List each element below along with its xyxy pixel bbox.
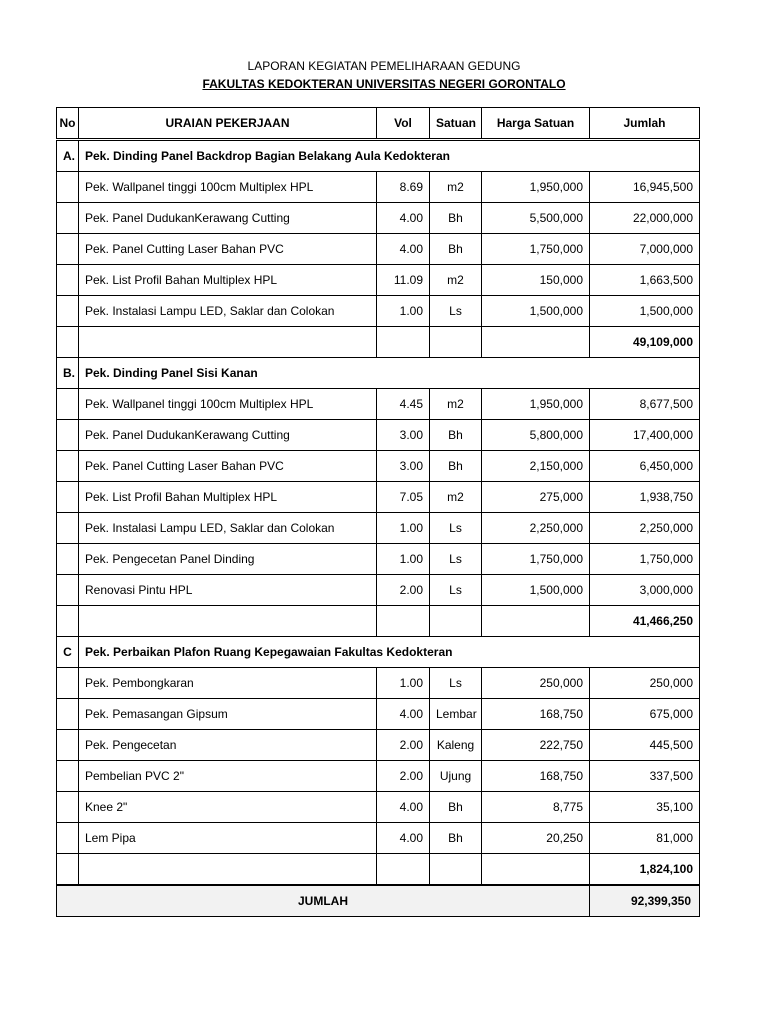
item-unit: Bh: [430, 203, 482, 234]
row-no-cell: [57, 203, 79, 234]
item-total: 35,100: [590, 792, 700, 823]
subtotal-row: [57, 327, 700, 358]
item-description: Pek. Instalasi Lampu LED, Saklar dan Colokan: [79, 296, 377, 327]
item-description: Pek. Instalasi Lampu LED, Saklar dan Colokan: [79, 513, 377, 544]
item-unit-price: 20,250: [482, 823, 590, 854]
item-unit-price: 168,750: [482, 699, 590, 730]
item-description: Renovasi Pintu HPL: [79, 575, 377, 606]
item-total: 81,000: [590, 823, 700, 854]
item-vol: 4.00: [377, 792, 430, 823]
item-total: 1,500,000: [590, 296, 700, 327]
item-unit: Ls: [430, 544, 482, 575]
col-header-vol: Vol: [377, 108, 430, 140]
row-no-cell: [57, 296, 79, 327]
row-no-cell: [57, 234, 79, 265]
table-body: [57, 140, 700, 886]
item-vol: 4.00: [377, 699, 430, 730]
subtotal-vol-cell: [377, 606, 430, 637]
grand-total-label: JUMLAH: [57, 885, 590, 917]
subtotal-no-cell: [57, 606, 79, 637]
item-unit: Bh: [430, 792, 482, 823]
item-unit: Bh: [430, 823, 482, 854]
row-no-cell: [57, 265, 79, 296]
item-total: 6,450,000: [590, 451, 700, 482]
item-unit: m2: [430, 482, 482, 513]
table-row: [57, 420, 700, 451]
item-total: 2,250,000: [590, 513, 700, 544]
item-vol: 2.00: [377, 730, 430, 761]
item-unit-price: 8,775: [482, 792, 590, 823]
table-row: [57, 575, 700, 606]
item-unit: Ls: [430, 513, 482, 544]
item-description: Pek. Wallpanel tinggi 100cm Multiplex HPL: [79, 172, 377, 203]
item-unit: Kaleng: [430, 730, 482, 761]
item-total: 22,000,000: [590, 203, 700, 234]
item-description: Pembelian PVC 2": [79, 761, 377, 792]
row-no-cell: [57, 699, 79, 730]
item-unit-price: 1,750,000: [482, 234, 590, 265]
section-code: C: [57, 637, 79, 668]
grand-total-row: [57, 885, 700, 917]
item-vol: 4.00: [377, 823, 430, 854]
section-code: A.: [57, 140, 79, 172]
col-header-jumlah: Jumlah: [590, 108, 700, 140]
item-total: 1,938,750: [590, 482, 700, 513]
item-description: Pek. Panel DudukanKerawang Cutting: [79, 203, 377, 234]
item-description: Pek. Wallpanel tinggi 100cm Multiplex HPL: [79, 389, 377, 420]
row-no-cell: [57, 420, 79, 451]
subtotal-desc-cell: [79, 854, 377, 886]
item-unit-price: 1,500,000: [482, 296, 590, 327]
col-header-uraian: URAIAN PEKERJAAN: [79, 108, 377, 140]
item-unit-price: 2,150,000: [482, 451, 590, 482]
item-unit-price: 1,950,000: [482, 172, 590, 203]
item-total: 17,400,000: [590, 420, 700, 451]
table-row: [57, 544, 700, 575]
item-vol: 1.00: [377, 544, 430, 575]
item-vol: 3.00: [377, 451, 430, 482]
subtotal-unit-cell: [430, 854, 482, 886]
item-total: 250,000: [590, 668, 700, 699]
table-row: [57, 792, 700, 823]
item-total: 337,500: [590, 761, 700, 792]
item-total: 3,000,000: [590, 575, 700, 606]
item-vol: 2.00: [377, 761, 430, 792]
item-unit: Ls: [430, 668, 482, 699]
row-no-cell: [57, 823, 79, 854]
item-description: Pek. Panel Cutting Laser Bahan PVC: [79, 451, 377, 482]
item-total: 675,000: [590, 699, 700, 730]
row-no-cell: [57, 513, 79, 544]
report-title: LAPORAN KEGIATAN PEMELIHARAAN GEDUNG: [247, 59, 521, 73]
col-header-harga-satuan: Harga Satuan: [482, 108, 590, 140]
item-unit-price: 222,750: [482, 730, 590, 761]
item-vol: 1.00: [377, 296, 430, 327]
subtotal-row: [57, 606, 700, 637]
item-total: 445,500: [590, 730, 700, 761]
table-row: [57, 203, 700, 234]
item-unit-price: 2,250,000: [482, 513, 590, 544]
col-header-satuan: Satuan: [430, 108, 482, 140]
item-unit: Bh: [430, 420, 482, 451]
section-header-row: [57, 358, 700, 389]
section-title: Pek. Perbaikan Plafon Ruang Kepegawaian Fakultas Kedokteran: [79, 637, 700, 668]
item-vol: 11.09: [377, 265, 430, 296]
item-vol: 4.00: [377, 203, 430, 234]
subtotal-desc-cell: [79, 327, 377, 358]
row-no-cell: [57, 575, 79, 606]
row-no-cell: [57, 668, 79, 699]
item-description: Pek. Panel DudukanKerawang Cutting: [79, 420, 377, 451]
report-subtitle: FAKULTAS KEDOKTERAN UNIVERSITAS NEGERI GORONTALO: [202, 77, 566, 91]
item-total: 1,750,000: [590, 544, 700, 575]
item-unit: m2: [430, 389, 482, 420]
table-row: [57, 389, 700, 420]
row-no-cell: [57, 389, 79, 420]
row-no-cell: [57, 172, 79, 203]
table-row: [57, 482, 700, 513]
item-vol: 1.00: [377, 513, 430, 544]
item-description: Pek. Pembongkaran: [79, 668, 377, 699]
table-row: [57, 730, 700, 761]
row-no-cell: [57, 761, 79, 792]
table-row: [57, 823, 700, 854]
item-unit: Lembar: [430, 699, 482, 730]
section-title: Pek. Dinding Panel Sisi Kanan: [79, 358, 700, 389]
subtotal-price-cell: [482, 606, 590, 637]
item-unit-price: 5,800,000: [482, 420, 590, 451]
row-no-cell: [57, 451, 79, 482]
grand-total-value: 92,399,350: [590, 885, 700, 917]
table-row: [57, 668, 700, 699]
subtotal-price-cell: [482, 854, 590, 886]
row-no-cell: [57, 482, 79, 513]
subtotal-no-cell: [57, 327, 79, 358]
subtotal-desc-cell: [79, 606, 377, 637]
col-header-no: No: [57, 108, 79, 140]
item-unit: Ujung: [430, 761, 482, 792]
table-row: [57, 699, 700, 730]
item-description: Pek. Pengecetan Panel Dinding: [79, 544, 377, 575]
item-vol: 7.05: [377, 482, 430, 513]
subtotal-vol-cell: [377, 854, 430, 886]
section-subtotal: 1,824,100: [590, 854, 700, 886]
table-row: [57, 761, 700, 792]
item-total: 1,663,500: [590, 265, 700, 296]
item-vol: 4.45: [377, 389, 430, 420]
item-unit-price: 250,000: [482, 668, 590, 699]
section-subtotal: 49,109,000: [590, 327, 700, 358]
item-description: Pek. Panel Cutting Laser Bahan PVC: [79, 234, 377, 265]
item-description: Pek. List Profil Bahan Multiplex HPL: [79, 265, 377, 296]
item-unit-price: 5,500,000: [482, 203, 590, 234]
item-vol: 2.00: [377, 575, 430, 606]
item-vol: 8.69: [377, 172, 430, 203]
item-description: Lem Pipa: [79, 823, 377, 854]
item-description: Knee 2": [79, 792, 377, 823]
section-subtotal: 41,466,250: [590, 606, 700, 637]
item-vol: 1.00: [377, 668, 430, 699]
item-unit: m2: [430, 172, 482, 203]
table-row: [57, 265, 700, 296]
table-row: [57, 172, 700, 203]
item-unit: Bh: [430, 234, 482, 265]
table-row: [57, 296, 700, 327]
item-unit: Ls: [430, 296, 482, 327]
section-header-row: [57, 637, 700, 668]
table-row: [57, 513, 700, 544]
item-total: 7,000,000: [590, 234, 700, 265]
item-unit: Ls: [430, 575, 482, 606]
section-code: B.: [57, 358, 79, 389]
item-vol: 3.00: [377, 420, 430, 451]
item-unit: m2: [430, 265, 482, 296]
item-description: Pek. Pengecetan: [79, 730, 377, 761]
item-unit-price: 1,500,000: [482, 575, 590, 606]
section-title: Pek. Dinding Panel Backdrop Bagian Belakang Aula Kedokteran: [79, 140, 700, 172]
subtotal-no-cell: [57, 854, 79, 886]
table-row: [57, 451, 700, 482]
row-no-cell: [57, 792, 79, 823]
table-header-row: [57, 108, 700, 140]
item-unit-price: 1,750,000: [482, 544, 590, 575]
item-description: Pek. List Profil Bahan Multiplex HPL: [79, 482, 377, 513]
item-unit-price: 150,000: [482, 265, 590, 296]
subtotal-row: [57, 854, 700, 886]
subtotal-price-cell: [482, 327, 590, 358]
section-header-row: [57, 140, 700, 172]
row-no-cell: [57, 544, 79, 575]
item-unit-price: 1,950,000: [482, 389, 590, 420]
subtotal-vol-cell: [377, 327, 430, 358]
item-unit-price: 275,000: [482, 482, 590, 513]
item-unit-price: 168,750: [482, 761, 590, 792]
work-table: [56, 107, 700, 917]
table-row: [57, 234, 700, 265]
item-total: 8,677,500: [590, 389, 700, 420]
row-no-cell: [57, 730, 79, 761]
item-total: 16,945,500: [590, 172, 700, 203]
subtotal-unit-cell: [430, 327, 482, 358]
item-vol: 4.00: [377, 234, 430, 265]
subtotal-unit-cell: [430, 606, 482, 637]
item-description: Pek. Pemasangan Gipsum: [79, 699, 377, 730]
item-unit: Bh: [430, 451, 482, 482]
